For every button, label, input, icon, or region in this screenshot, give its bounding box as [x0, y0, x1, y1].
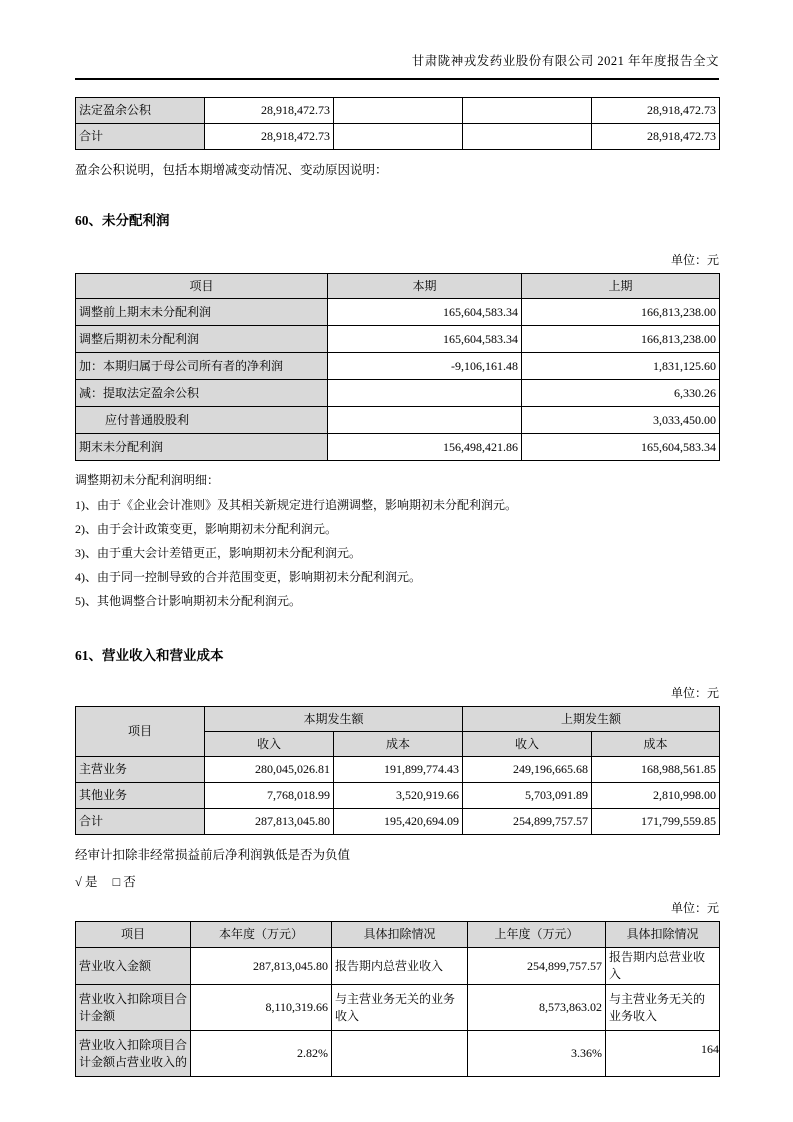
column-header: 收入 — [205, 732, 334, 757]
column-header: 成本 — [592, 732, 720, 757]
value-cell: 280,045,026.81 — [205, 757, 334, 783]
row-label-cell: 加：本期归属于母公司所有者的净利润 — [76, 353, 328, 380]
column-header: 上期 — [522, 274, 720, 299]
table-row — [76, 299, 720, 326]
table-row — [76, 985, 720, 1031]
checkbox-no: □ 否 — [112, 875, 136, 889]
table-row — [76, 124, 720, 150]
value-cell: 3,033,450.00 — [522, 407, 720, 434]
value-cell: 165,604,583.34 — [522, 434, 720, 461]
column-header: 项目 — [76, 707, 205, 757]
table-row — [76, 380, 720, 407]
adjustment-detail-item: 5)、其他调整合计影响期初未分配利润元。 — [75, 594, 301, 608]
row-label-cell: 合计 — [76, 124, 205, 150]
value-cell: 191,899,774.43 — [334, 757, 463, 783]
value-cell: 2,810,998.00 — [592, 783, 720, 809]
value-cell: 166,813,238.00 — [522, 299, 720, 326]
value-cell: 5,703,091.89 — [463, 783, 592, 809]
column-header: 本期发生额 — [205, 707, 463, 732]
column-header: 本期 — [328, 274, 522, 299]
detail-cell — [332, 1031, 468, 1077]
value-cell: 8,110,319.66 — [191, 985, 332, 1031]
table-row — [76, 809, 720, 835]
value-cell — [334, 98, 463, 124]
column-header: 具体扣除情况 — [606, 922, 720, 948]
row-label-cell: 营业收入扣除项目合计金额 — [76, 985, 191, 1031]
value-cell: 28,918,472.73 — [592, 124, 720, 150]
column-header: 成本 — [334, 732, 463, 757]
document-header — [75, 0, 719, 80]
value-cell — [463, 124, 592, 150]
row-label-cell: 合计 — [76, 809, 205, 835]
column-header: 具体扣除情况 — [332, 922, 468, 948]
value-cell: 3,520,919.66 — [334, 783, 463, 809]
value-cell: 195,420,694.09 — [334, 809, 463, 835]
row-label-cell: 法定盈余公积 — [76, 98, 205, 124]
table-row — [76, 353, 720, 380]
value-cell — [334, 124, 463, 150]
value-cell: -9,106,161.48 — [328, 353, 522, 380]
detail-cell: 报告期内总营业收入 — [606, 948, 720, 985]
table-row — [76, 98, 720, 124]
value-cell — [463, 98, 592, 124]
value-cell: 166,813,238.00 — [522, 326, 720, 353]
value-cell: 7,768,018.99 — [205, 783, 334, 809]
column-header: 上年度（万元） — [468, 922, 606, 948]
value-cell: 168,988,561.85 — [592, 757, 720, 783]
document-header-title: 甘肃陇神戎发药业股份有限公司 2021 年年度报告全文 — [411, 54, 719, 68]
undistributed-profit-table — [75, 273, 720, 461]
row-label-cell: 营业收入扣除项目合计金额占营业收入的 — [76, 1031, 191, 1077]
row-label-cell: 期末未分配利润 — [76, 434, 328, 461]
unit-label: 单位：元 — [670, 686, 719, 700]
column-header: 项目 — [76, 274, 328, 299]
unit-label: 单位：元 — [670, 253, 719, 267]
adjustment-detail-list — [75, 493, 719, 613]
value-cell: 254,899,757.57 — [463, 809, 592, 835]
detail-cell: 报告期内总营业收入 — [332, 948, 468, 985]
value-cell — [328, 380, 522, 407]
table-row — [76, 948, 720, 985]
row-label-cell: 减：提取法定盈余公积 — [76, 380, 328, 407]
value-cell: 171,799,559.85 — [592, 809, 720, 835]
adjustment-detail-item: 3)、由于重大会计差错更正，影响期初未分配利润元。 — [75, 546, 361, 560]
value-cell: 2.82% — [191, 1031, 332, 1077]
column-header: 本年度（万元） — [191, 922, 332, 948]
column-header: 项目 — [76, 922, 191, 948]
value-cell: 6,330.26 — [522, 380, 720, 407]
value-cell: 1,831,125.60 — [522, 353, 720, 380]
table-header-row — [76, 707, 720, 732]
value-cell: 165,604,583.34 — [328, 326, 522, 353]
row-label-cell: 调整前上期末未分配利润 — [76, 299, 328, 326]
revenue-deduction-table — [75, 921, 720, 1077]
unit-label: 单位：元 — [670, 901, 719, 915]
row-label-cell: 应付普通股股利 — [76, 407, 328, 434]
row-label-cell: 营业收入金额 — [76, 948, 191, 985]
table-row — [76, 434, 720, 461]
table-row — [76, 407, 720, 434]
value-cell: 287,813,045.80 — [191, 948, 332, 985]
page-number: 164 — [701, 1042, 719, 1056]
table-header-row — [76, 274, 720, 299]
value-cell: 156,498,421.86 — [328, 434, 522, 461]
value-cell: 3.36% — [468, 1031, 606, 1077]
detail-cell: 与主营业务无关的业务收入 — [606, 985, 720, 1031]
audit-answer — [75, 872, 719, 890]
adjustment-detail-title: 调整期初未分配利润明细： — [75, 473, 220, 487]
checkbox-yes: √ 是 — [75, 875, 98, 889]
adjustment-detail-item: 1)、由于《企业会计准则》及其相关新规定进行追溯调整，影响期初未分配利润元。 — [75, 498, 517, 512]
audit-question: 经审计扣除非经常损益前后净利润孰低是否为负值 — [75, 848, 351, 862]
value-cell: 28,918,472.73 — [205, 124, 334, 150]
adjustment-detail-item: 4)、由于同一控制导致的合并范围变更，影响期初未分配利润元。 — [75, 570, 421, 584]
row-label-cell: 其他业务 — [76, 783, 205, 809]
table-row — [76, 783, 720, 809]
table-row — [76, 326, 720, 353]
surplus-reserve-note: 盈余公积说明，包括本期增减变动情况、变动原因说明： — [75, 163, 388, 177]
table-header-row — [76, 922, 720, 948]
table-row — [76, 1031, 720, 1077]
value-cell: 28,918,472.73 — [592, 98, 720, 124]
value-cell: 249,196,665.68 — [463, 757, 592, 783]
column-header: 上期发生额 — [463, 707, 720, 732]
value-cell: 254,899,757.57 — [468, 948, 606, 985]
section-61-heading: 61、营业收入和营业成本 — [75, 648, 224, 663]
value-cell: 8,573,863.02 — [468, 985, 606, 1031]
value-cell: 165,604,583.34 — [328, 299, 522, 326]
row-label-cell: 调整后期初未分配利润 — [76, 326, 328, 353]
table-row — [76, 757, 720, 783]
row-label-cell: 主营业务 — [76, 757, 205, 783]
revenue-cost-table — [75, 706, 720, 835]
adjustment-detail-item: 2)、由于会计政策变更，影响期初未分配利润元。 — [75, 522, 337, 536]
value-cell: 28,918,472.73 — [205, 98, 334, 124]
detail-cell: 与主营业务无关的业务收入 — [332, 985, 468, 1031]
section-60-heading: 60、未分配利润 — [75, 213, 170, 228]
column-header: 收入 — [463, 732, 592, 757]
surplus-reserve-table — [75, 97, 720, 150]
value-cell — [328, 407, 522, 434]
value-cell: 287,813,045.80 — [205, 809, 334, 835]
